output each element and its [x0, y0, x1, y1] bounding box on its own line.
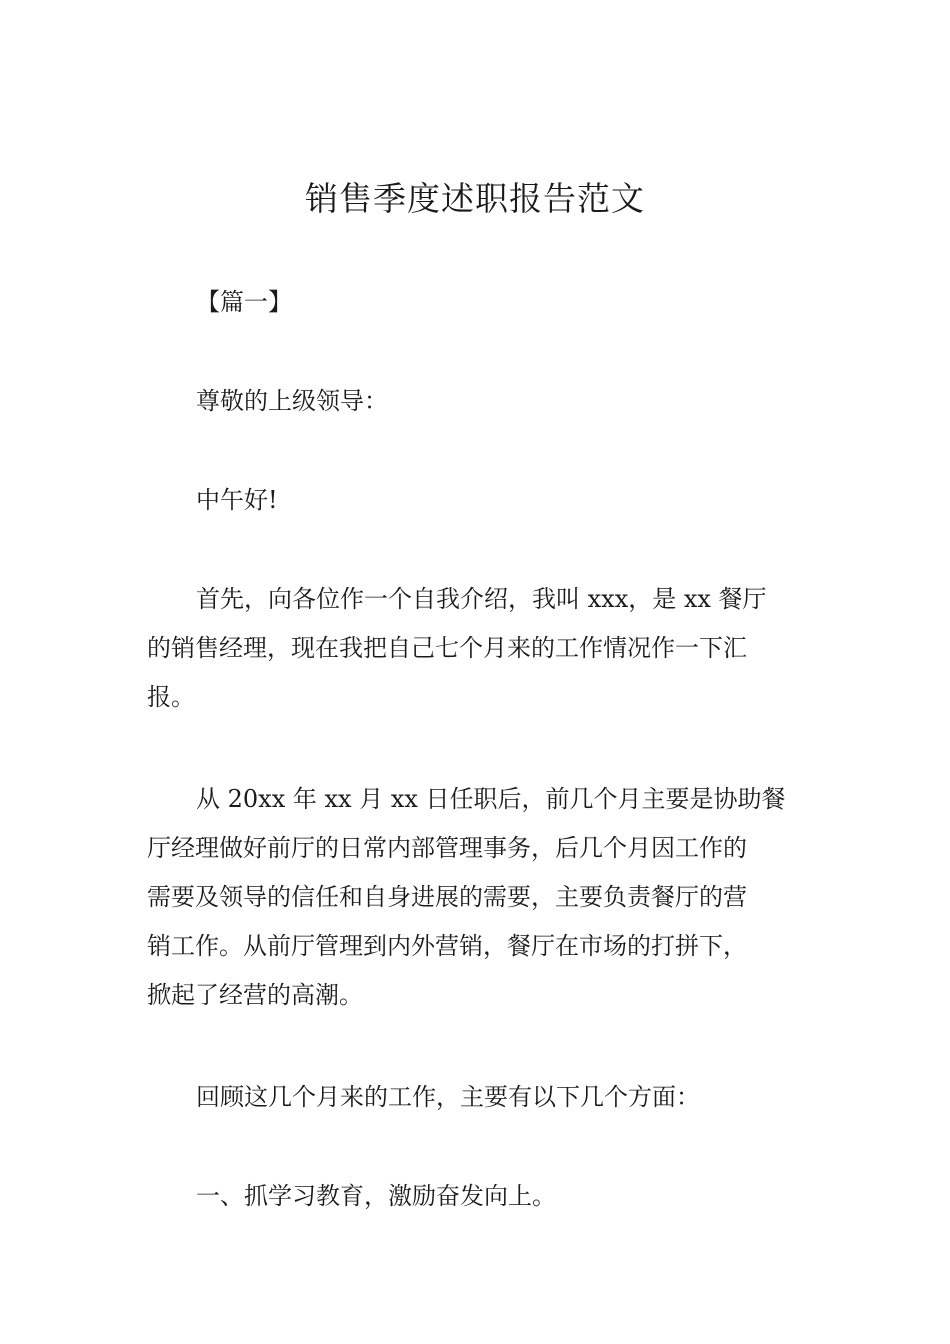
- intro-paragraph: [147, 575, 811, 722]
- salutation: 尊敬的上级领导：: [196, 387, 388, 415]
- intro-line: 报。: [147, 683, 195, 711]
- history-paragraph: [147, 775, 811, 1020]
- intro-line: 首先，向各位作一个自我介绍，我叫 xxx，是 xx 餐厅: [196, 585, 767, 613]
- point-heading: 一、抓学习教育，激励奋发向上。: [196, 1182, 556, 1210]
- section-label: 【篇一】: [196, 288, 292, 316]
- history-line: 需要及领导的信任和自身进展的需要，主要负责餐厅的营: [147, 883, 747, 911]
- document-title: 销售季度述职报告范文: [305, 179, 645, 218]
- greeting: 中午好!: [196, 486, 278, 514]
- history-line: 掀起了经营的高潮。: [147, 981, 363, 1009]
- intro-line: 的销售经理，现在我把自己七个月来的工作情况作一下汇: [147, 634, 747, 662]
- review-intro: 回顾这几个月来的工作，主要有以下几个方面：: [196, 1083, 700, 1111]
- history-line: 销工作。从前厅管理到内外营销，餐厅在市场的打拼下，: [147, 932, 747, 960]
- history-line: 从 20xx 年 xx 月 xx 日任职后，前几个月主要是协助餐: [196, 785, 786, 813]
- history-line: 厅经理做好前厅的日常内部管理事务，后几个月因工作的: [147, 834, 747, 862]
